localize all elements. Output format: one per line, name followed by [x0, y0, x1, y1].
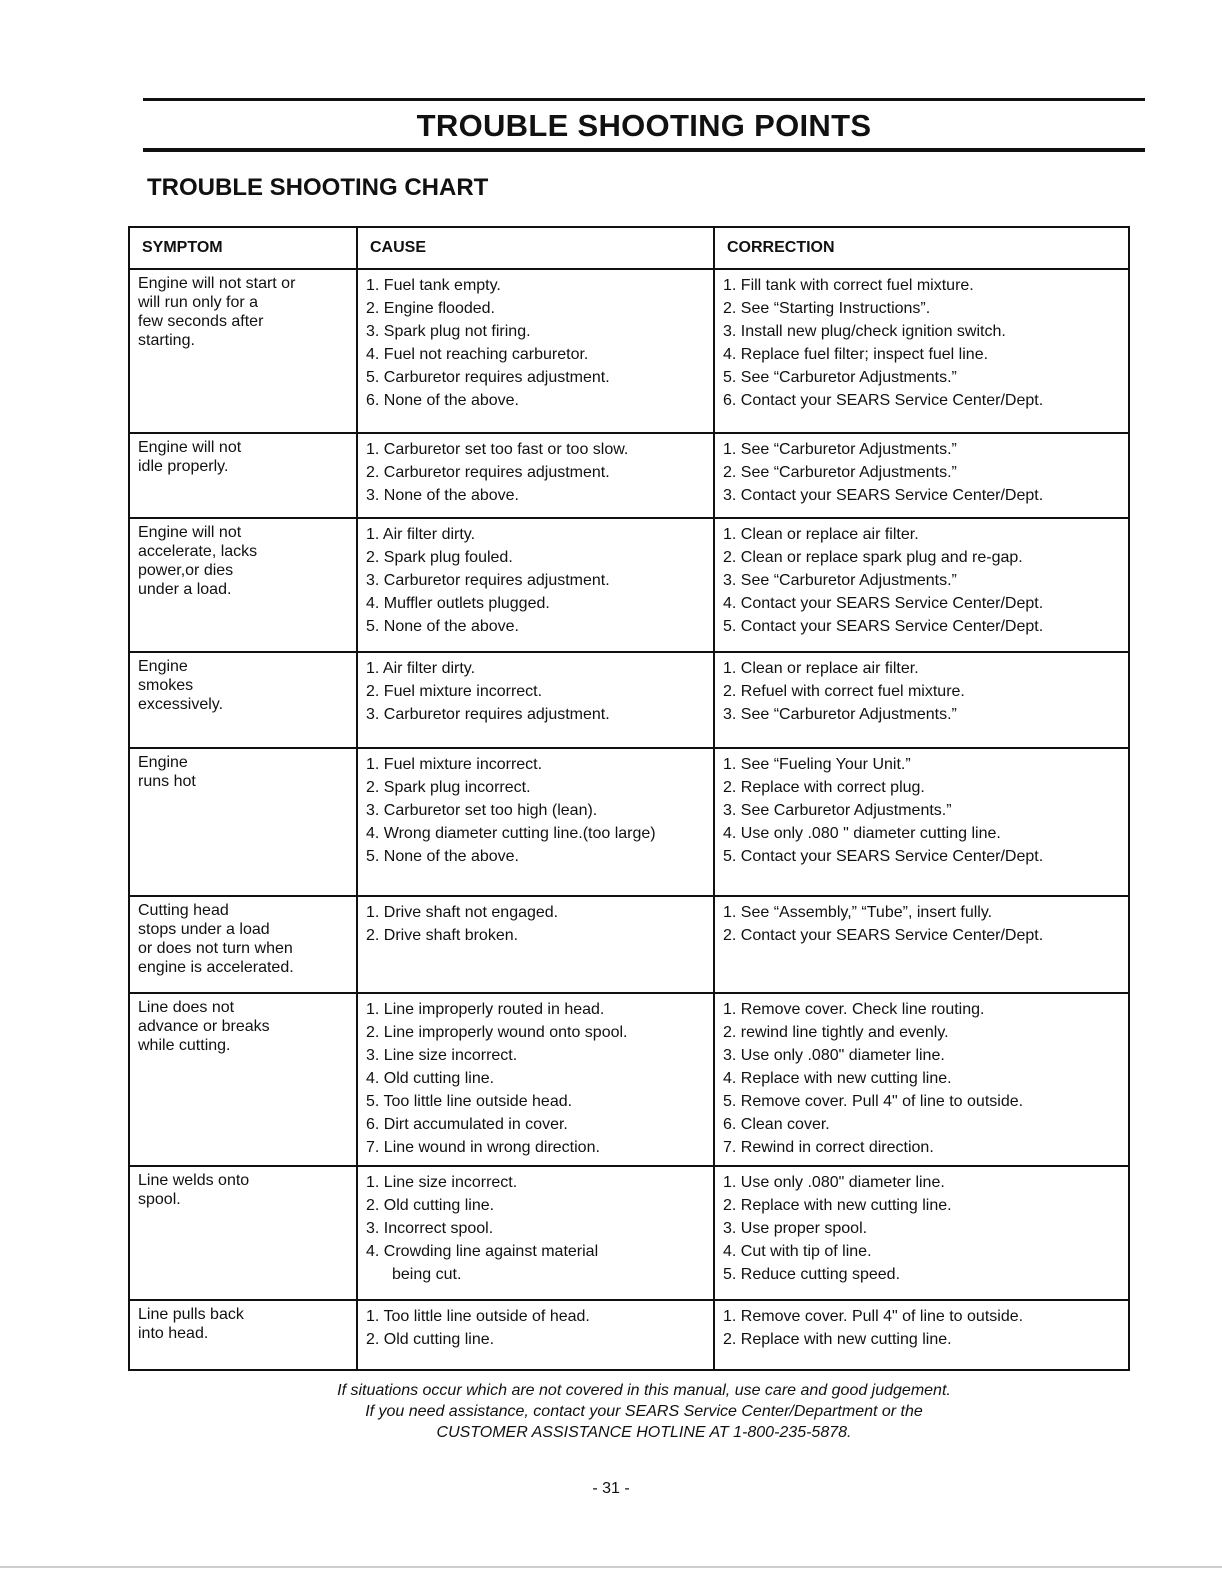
correction-item: 3. Use only .080" diameter line.: [723, 1047, 945, 1064]
header-symptom: SYMPTOM: [129, 227, 357, 269]
correction-item: 4. Use only .080 " diameter cutting line.: [723, 825, 1001, 842]
table-row: [129, 748, 1129, 896]
correction-cell: [714, 1166, 1129, 1300]
cause-item: 2. Old cutting line.: [366, 1197, 495, 1214]
cause-item: 2. Spark plug fouled.: [366, 549, 513, 566]
cause-item: 3. Spark plug not firing.: [366, 323, 531, 340]
table-row: [129, 518, 1129, 652]
correction-item: 6. Contact your SEARS Service Center/Dept.: [723, 392, 1044, 409]
correction-list: [723, 1171, 1120, 1286]
correction-cell: [714, 652, 1129, 748]
correction-list: [723, 1305, 1120, 1351]
cause-item: being cut.: [392, 1266, 462, 1283]
troubleshooting-table: [128, 226, 1130, 1371]
correction-item: 3. See “Carburetor Adjustments.”: [723, 706, 957, 723]
cause-cell: [357, 896, 714, 993]
table-row: [129, 1300, 1129, 1370]
correction-cell: [714, 993, 1129, 1166]
page-number: - 31 -: [592, 1480, 630, 1497]
cause-item: 4. Fuel not reaching carburetor.: [366, 346, 589, 363]
correction-cell: [714, 748, 1129, 896]
symptom-cell: Engine will not idle properly.: [129, 433, 357, 518]
header-correction: CORRECTION: [714, 227, 1129, 269]
cause-item: 5. None of the above.: [366, 618, 519, 635]
cause-cell: [357, 433, 714, 518]
correction-cell: [714, 896, 1129, 993]
cause-cell: [357, 993, 714, 1166]
table-row: [129, 993, 1129, 1166]
cause-cell: [357, 1166, 714, 1300]
cause-list: [366, 1171, 705, 1286]
table-row: [129, 652, 1129, 748]
correction-cell: [714, 518, 1129, 652]
table-row: [129, 269, 1129, 433]
cause-item: 7. Line wound in wrong direction.: [366, 1139, 600, 1156]
cause-item: 1. Fuel tank empty.: [366, 277, 501, 294]
footer-note: [143, 1380, 1145, 1443]
symptom-cell: Line does not advance or breaks while cutting.: [129, 993, 357, 1166]
correction-item: 6. Clean cover.: [723, 1116, 830, 1133]
title-rule-bottom: [143, 148, 1145, 152]
cause-item: 1. Air filter dirty.: [366, 526, 476, 543]
cause-item: 3. Line size incorrect.: [366, 1047, 518, 1064]
cause-list: [366, 438, 705, 507]
correction-list: [723, 657, 1120, 726]
footer-note-line: CUSTOMER ASSISTANCE HOTLINE AT 1-800-235-5878.: [436, 1424, 852, 1441]
cause-cell: [357, 652, 714, 748]
correction-item: 4. Contact your SEARS Service Center/Dept.: [723, 595, 1044, 612]
cause-item: 5. None of the above.: [366, 848, 519, 865]
correction-item: 5. Contact your SEARS Service Center/Dept.: [723, 848, 1044, 865]
correction-item: 3. Contact your SEARS Service Center/Dept.: [723, 487, 1044, 504]
cause-item: 3. Carburetor requires adjustment.: [366, 706, 610, 723]
correction-item: 2. Contact your SEARS Service Center/Dept.: [723, 927, 1044, 944]
cause-item: 3. Carburetor set too high (lean).: [366, 802, 598, 819]
correction-item: 2. See “Carburetor Adjustments.”: [723, 464, 957, 481]
header-cause: CAUSE: [357, 227, 714, 269]
cause-list: [366, 657, 705, 726]
correction-item: 1. See “Assembly,” “Tube”, insert fully.: [723, 904, 993, 921]
cause-list: [366, 998, 705, 1159]
cause-item: 6. None of the above.: [366, 392, 519, 409]
cause-item: 2. Fuel mixture incorrect.: [366, 683, 543, 700]
correction-item: 5. See “Carburetor Adjustments.”: [723, 369, 957, 386]
cause-item: 2. Drive shaft broken.: [366, 927, 519, 944]
correction-item: 2. Replace with correct plug.: [723, 779, 925, 796]
table-body: [129, 269, 1129, 1370]
correction-item: 1. See “Fueling Your Unit.”: [723, 756, 911, 773]
correction-list: [723, 523, 1120, 638]
cause-item: 3. Incorrect spool.: [366, 1220, 494, 1237]
cause-item: 2. Carburetor requires adjustment.: [366, 464, 610, 481]
correction-item: 2. Refuel with correct fuel mixture.: [723, 683, 965, 700]
footer-note-line: If situations occur which are not covered in this manual, use care and good judgement.: [337, 1382, 951, 1399]
cause-item: 1. Drive shaft not engaged.: [366, 904, 559, 921]
cause-item: 4. Old cutting line.: [366, 1070, 495, 1087]
symptom-cell: Cutting head stops under a load or does not turn when engine is accelerated.: [129, 896, 357, 993]
cause-list: [366, 753, 705, 868]
correction-item: 3. See Carburetor Adjustments.”: [723, 802, 952, 819]
footer-note-line: If you need assistance, contact your SEARS Service Center/Department or the: [365, 1403, 923, 1420]
cause-item: 2. Old cutting line.: [366, 1331, 495, 1348]
table-header-row: [129, 227, 1129, 269]
title-rule-top: [143, 98, 1145, 101]
correction-cell: [714, 433, 1129, 518]
chart-heading: TROUBLE SHOOTING CHART: [147, 174, 489, 201]
cause-list: [366, 274, 705, 412]
correction-list: [723, 998, 1120, 1159]
scan-edge-line: [0, 1566, 1222, 1568]
correction-item: 5. Reduce cutting speed.: [723, 1266, 901, 1283]
cause-item: 1. Carburetor set too fast or too slow.: [366, 441, 629, 458]
cause-cell: [357, 269, 714, 433]
cause-item: 5. Too little line outside head.: [366, 1093, 573, 1110]
symptom-cell: Engine will not start or will run only for a few seconds after starting.: [129, 269, 357, 433]
correction-cell: [714, 269, 1129, 433]
correction-item: 5. Remove cover. Pull 4" of line to outside.: [723, 1093, 1024, 1110]
cause-item: 4. Muffler outlets plugged.: [366, 595, 550, 612]
table-row: [129, 1166, 1129, 1300]
correction-item: 4. Cut with tip of line.: [723, 1243, 872, 1260]
correction-cell: [714, 1300, 1129, 1370]
correction-item: 1. See “Carburetor Adjustments.”: [723, 441, 957, 458]
cause-item: 3. None of the above.: [366, 487, 519, 504]
symptom-cell: Engine will not accelerate, lacks power,or dies under a load.: [129, 518, 357, 652]
correction-item: 3. Install new plug/check ignition switch.: [723, 323, 1006, 340]
cause-list: [366, 901, 705, 947]
cause-item: 5. Carburetor requires adjustment.: [366, 369, 610, 386]
correction-item: 1. Remove cover. Check line routing.: [723, 1001, 985, 1018]
symptom-cell: Engine runs hot: [129, 748, 357, 896]
correction-item: 1. Clean or replace air filter.: [723, 526, 919, 543]
correction-item: 2. Replace with new cutting line.: [723, 1331, 952, 1348]
correction-list: [723, 753, 1120, 868]
cause-cell: [357, 518, 714, 652]
correction-item: 3. Use proper spool.: [723, 1220, 868, 1237]
symptom-cell: Engine smokes excessively.: [129, 652, 357, 748]
correction-item: 4. Replace with new cutting line.: [723, 1070, 952, 1087]
cause-item: 1. Fuel mixture incorrect.: [366, 756, 543, 773]
cause-item: 1. Air filter dirty.: [366, 660, 476, 677]
symptom-cell: Line welds onto spool.: [129, 1166, 357, 1300]
correction-item: 1. Remove cover. Pull 4" of line to outside.: [723, 1308, 1024, 1325]
correction-item: 2. See “Starting Instructions”.: [723, 300, 931, 317]
correction-item: 4. Replace fuel filter; inspect fuel line.: [723, 346, 989, 363]
correction-item: 1. Use only .080" diameter line.: [723, 1174, 945, 1191]
correction-item: 2. rewind line tightly and evenly.: [723, 1024, 949, 1041]
cause-item: 1. Line size incorrect.: [366, 1174, 518, 1191]
correction-item: 7. Rewind in correct direction.: [723, 1139, 934, 1156]
cause-item: 2. Spark plug incorrect.: [366, 779, 531, 796]
cause-item: 2. Engine flooded.: [366, 300, 495, 317]
correction-list: [723, 274, 1120, 412]
page-title: TROUBLE SHOOTING POINTS: [416, 108, 872, 143]
cause-item: 4. Wrong diameter cutting line.(too large): [366, 825, 656, 842]
cause-list: [366, 1305, 705, 1351]
cause-item: 1. Too little line outside of head.: [366, 1308, 590, 1325]
table-row: [129, 896, 1129, 993]
correction-item: 2. Clean or replace spark plug and re-gap.: [723, 549, 1023, 566]
cause-cell: [357, 1300, 714, 1370]
cause-list: [366, 523, 705, 638]
correction-list: [723, 901, 1120, 947]
cause-item: 2. Line improperly wound onto spool.: [366, 1024, 628, 1041]
cause-item: 1. Line improperly routed in head.: [366, 1001, 605, 1018]
cause-item: 4. Crowding line against material: [366, 1243, 599, 1260]
correction-item: 3. See “Carburetor Adjustments.”: [723, 572, 957, 589]
symptom-cell: Line pulls back into head.: [129, 1300, 357, 1370]
table-row: [129, 433, 1129, 518]
correction-item: 2. Replace with new cutting line.: [723, 1197, 952, 1214]
cause-item: 6. Dirt accumulated in cover.: [366, 1116, 568, 1133]
cause-cell: [357, 748, 714, 896]
cause-item: 3. Carburetor requires adjustment.: [366, 572, 610, 589]
correction-list: [723, 438, 1120, 507]
correction-item: 1. Clean or replace air filter.: [723, 660, 919, 677]
correction-item: 5. Contact your SEARS Service Center/Dept.: [723, 618, 1044, 635]
correction-item: 1. Fill tank with correct fuel mixture.: [723, 277, 974, 294]
